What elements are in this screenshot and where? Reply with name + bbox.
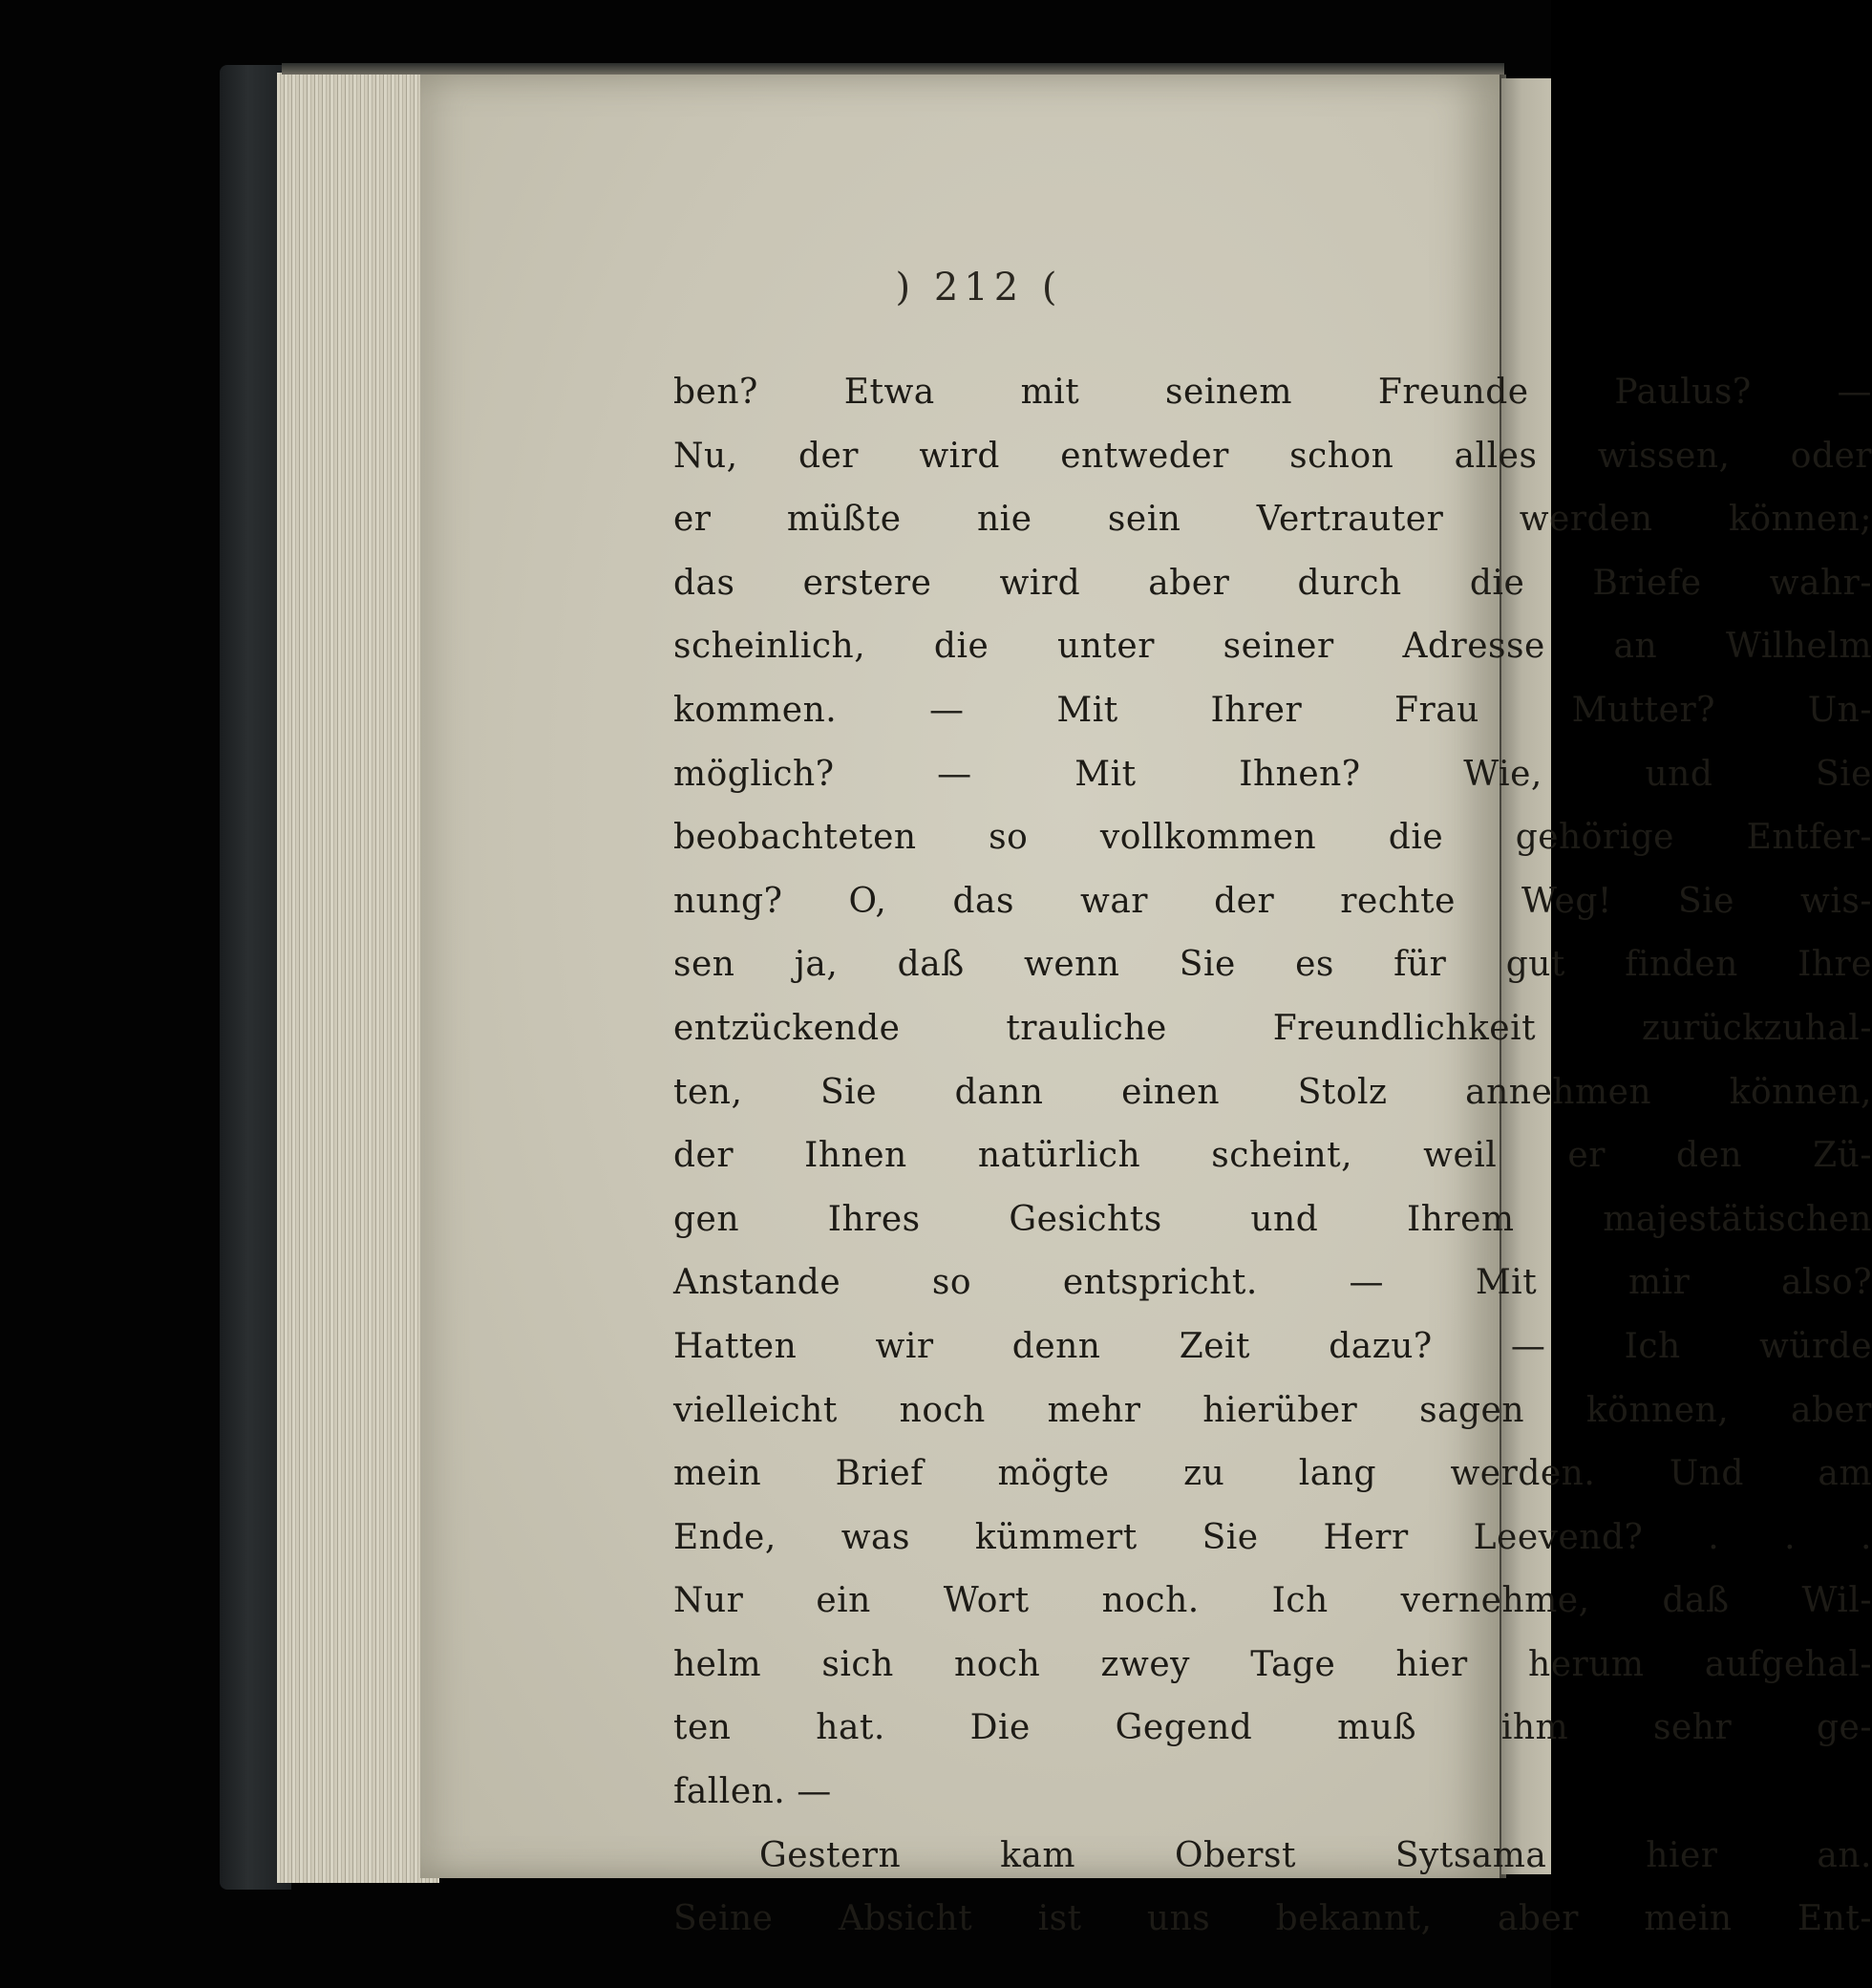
paragraph-first-line: Gestern kam Oberst Sytsama hier an. — [759, 1835, 1872, 1875]
text-line: nung? O, das war der rechte Weg! Sie wis- — [673, 881, 1872, 921]
text-line: ten, Sie dann einen Stolz annehmen können, — [673, 1072, 1872, 1112]
text-line: er müßte nie sein Vertrauter werden können; — [673, 500, 1872, 540]
text-line: gen Ihres Gesichts und Ihrem majestätischen — [673, 1199, 1872, 1239]
text-line: ten hat. Die Gegend muß ihm sehr ge- — [673, 1708, 1872, 1748]
text-line: kommen. — Mit Ihrer Frau Mutter? Un- — [673, 690, 1872, 730]
text-line: beobachteten so vollkommen die gehörige Entfer- — [673, 818, 1872, 858]
text-line: entzückende trauliche Freundlichkeit zurückzuhal- — [673, 1008, 1872, 1048]
book-top-edge — [282, 63, 1504, 75]
text-line: möglich? — Mit Ihnen? Wie, und Sie — [673, 754, 1872, 794]
text-line: Anstande so entspricht. — Mit mir also? — [673, 1263, 1872, 1303]
page-number: ) 212 ( — [895, 266, 1063, 310]
page-edges — [277, 73, 439, 1883]
text-line: sen ja, daß wenn Sie es für gut finden Ihre — [673, 945, 1872, 985]
text-line: ben? Etwa mit seinem Freunde Paulus? — — [673, 373, 1872, 412]
text-line: Nur ein Wort noch. Ich vernehme, daß Wil- — [673, 1581, 1872, 1621]
text-line: der Ihnen natürlich scheint, weil er den Zü- — [673, 1136, 1872, 1176]
text-line: fallen. — — [673, 1772, 832, 1812]
text-line: mein Brief mögte zu lang werden. Und am — [673, 1454, 1872, 1494]
text-line: helm sich noch zwey Tage hier herum aufgehal- — [673, 1644, 1872, 1684]
text-line: Ende, was kümmert Sie Herr Leevend? . . . — [673, 1517, 1872, 1557]
text-line: vielleicht noch mehr hierüber sagen können, aber — [673, 1390, 1872, 1430]
text-line: Nu, der wird entweder schon alles wissen, oder — [673, 436, 1872, 476]
book-page — [420, 75, 1872, 1939]
text-line: Hatten wir denn Zeit dazu? — Ich würde — [673, 1326, 1872, 1366]
text-line: scheinlich, die unter seiner Adresse an Wilhelm — [673, 627, 1872, 667]
text-line: das erstere wird aber durch die Briefe wahr- — [673, 563, 1872, 603]
page-body-text — [673, 361, 1872, 1939]
text-line: Seine Absicht ist uns bekannt, aber mein Ent- — [673, 1899, 1872, 1939]
